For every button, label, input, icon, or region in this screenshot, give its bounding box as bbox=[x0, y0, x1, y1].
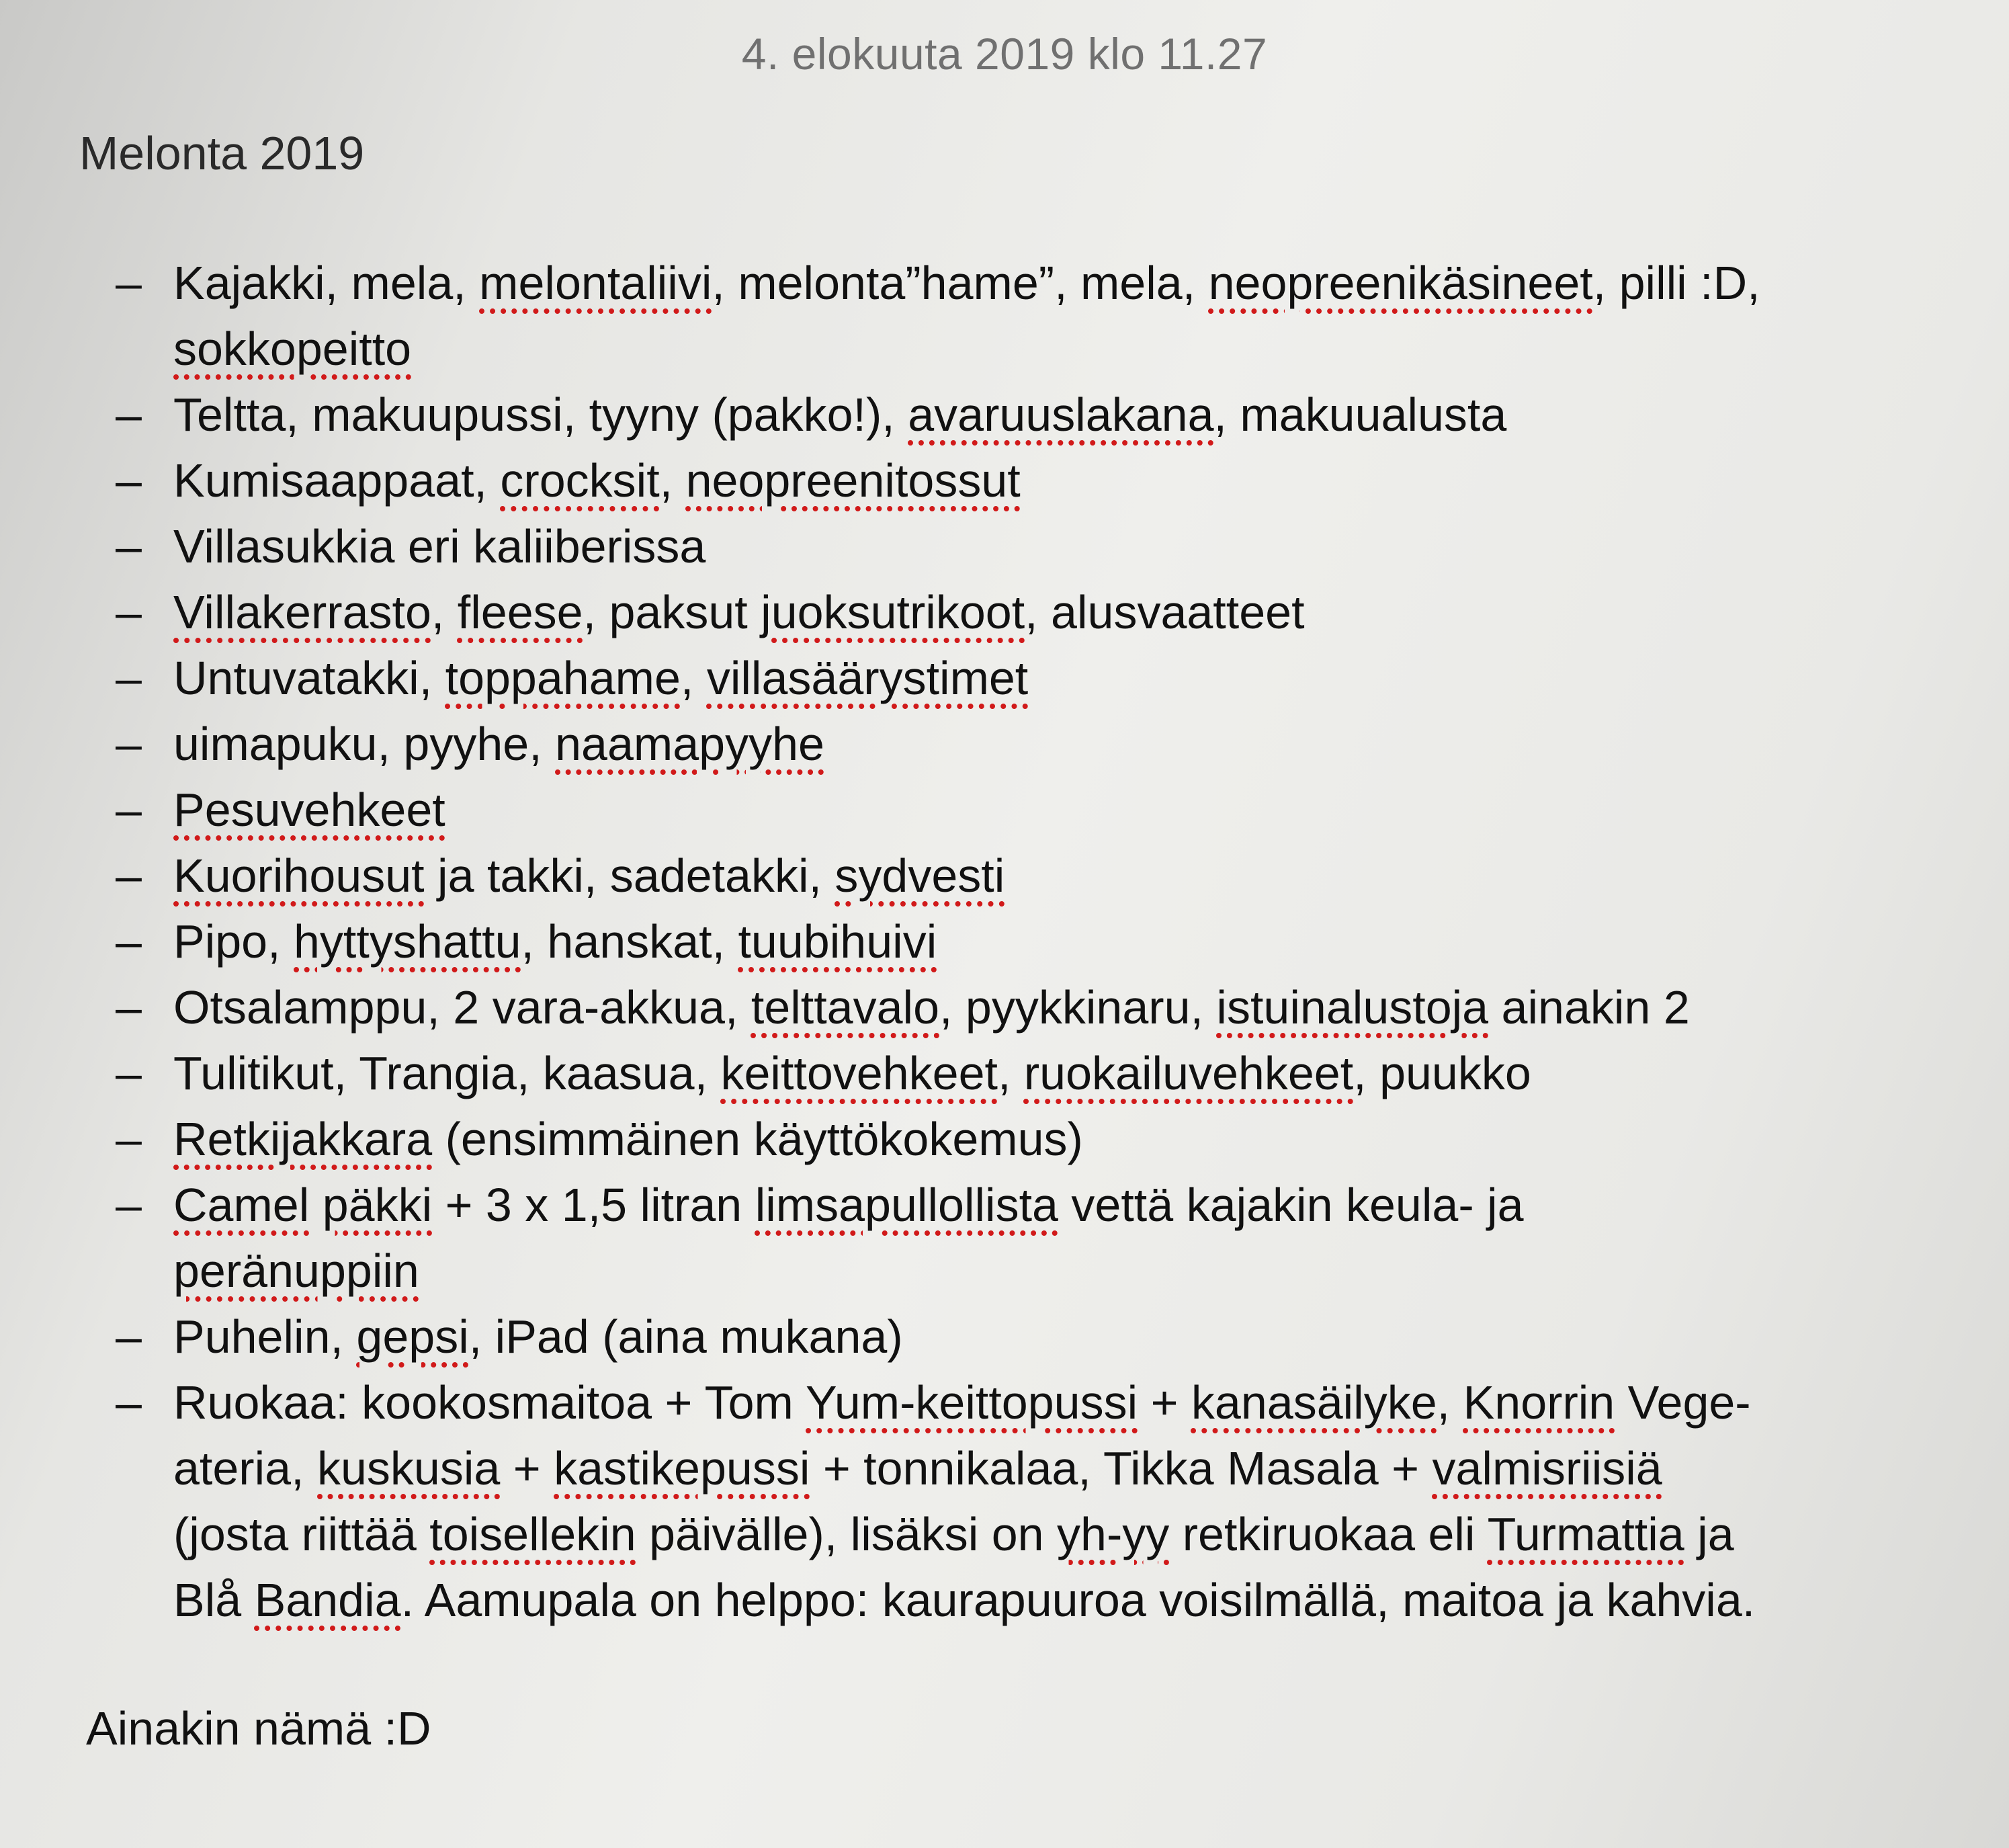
bullet-dash: – bbox=[116, 1310, 142, 1363]
bullet-dash: – bbox=[116, 454, 142, 507]
bullet-dash: – bbox=[116, 586, 142, 638]
text-segment: (ensimmäinen käyttökokemus) bbox=[432, 1113, 1083, 1165]
misspelled-word: gepsi bbox=[356, 1310, 469, 1363]
misspelled-word: neopreenitossut bbox=[685, 454, 1021, 507]
text-segment: Ruokaa: kookosmaitoa + Tom bbox=[173, 1376, 806, 1429]
list-item[interactable] bbox=[0, 909, 2009, 974]
list-item-line bbox=[173, 1370, 1962, 1435]
list-item-line bbox=[173, 1304, 1962, 1370]
misspelled-word: sydvesti bbox=[835, 849, 1005, 902]
text-segment: , bbox=[431, 586, 458, 638]
text-segment: Villasukkia eri kaliiberissa bbox=[173, 520, 706, 573]
misspelled-word: Kuorihousut bbox=[173, 849, 425, 902]
misspelled-word: telttavalo bbox=[751, 981, 940, 1034]
misspelled-word: limsapullollista bbox=[755, 1179, 1058, 1231]
bullet-dash: – bbox=[116, 1179, 142, 1231]
text-segment: , puukko bbox=[1353, 1047, 1531, 1099]
misspelled-word: keittovehkeet bbox=[720, 1047, 998, 1099]
text-segment: uimapuku, pyyhe, bbox=[173, 718, 556, 770]
text-segment: ateria, bbox=[173, 1442, 317, 1495]
text-segment: , pilli :D, bbox=[1592, 257, 1760, 309]
note-timestamp: 4. elokuuta 2019 klo 11.27 bbox=[741, 29, 1268, 79]
list-item-line bbox=[173, 1238, 1962, 1304]
text-segment: , makuualusta bbox=[1213, 388, 1507, 441]
list-item[interactable] bbox=[0, 1040, 2009, 1106]
list-item[interactable] bbox=[0, 1106, 2009, 1172]
note-title[interactable]: Melonta 2019 bbox=[79, 127, 365, 179]
text-segment: + bbox=[1138, 1376, 1191, 1429]
misspelled-word: sokkopeitto bbox=[173, 323, 412, 375]
misspelled-word: valmisriisiä bbox=[1432, 1442, 1662, 1495]
text-segment: Kajakki, mela, bbox=[173, 257, 480, 309]
text-segment: Tulitikut, Trangia, kaasua, bbox=[173, 1047, 721, 1099]
misspelled-word: avaruuslakana bbox=[908, 388, 1214, 441]
list-item[interactable] bbox=[0, 1370, 2009, 1633]
note-footer-text[interactable]: Ainakin nämä :D bbox=[86, 1702, 431, 1755]
bullet-dash: – bbox=[116, 915, 142, 968]
misspelled-word: Camel bbox=[173, 1179, 310, 1231]
list-item-line bbox=[173, 711, 1962, 777]
text-segment: Otsalamppu, 2 vara-akkua, bbox=[173, 981, 751, 1034]
text-segment: , paksut bbox=[583, 586, 761, 638]
list-item[interactable] bbox=[0, 250, 2009, 382]
list-item-line bbox=[173, 513, 1962, 579]
text-segment: Teltta, makuupussi, tyyny (pakko!), bbox=[173, 388, 908, 441]
misspelled-word: fleese bbox=[457, 586, 583, 638]
list-item[interactable] bbox=[0, 777, 2009, 843]
list-item-line bbox=[173, 316, 1962, 382]
misspelled-word: peränuppiin bbox=[173, 1245, 419, 1297]
misspelled-word: Villakerrasto bbox=[173, 586, 431, 638]
bullet-dash: – bbox=[116, 849, 142, 902]
text-segment: , alusvaatteet bbox=[1025, 586, 1305, 638]
misspelled-word: Turmattia bbox=[1487, 1508, 1684, 1560]
misspelled-word: päkki bbox=[322, 1179, 433, 1231]
bullet-dash: – bbox=[116, 784, 142, 836]
misspelled-word: juoksutrikoot bbox=[761, 586, 1025, 638]
list-item[interactable] bbox=[0, 1304, 2009, 1370]
text-segment: , pyykkinaru, bbox=[939, 981, 1217, 1034]
packing-list[interactable] bbox=[0, 250, 2009, 1633]
text-segment: vettä kajakin keula- ja bbox=[1058, 1179, 1524, 1231]
list-item-line bbox=[173, 645, 1962, 711]
bullet-dash: – bbox=[116, 652, 142, 704]
text-segment bbox=[309, 1179, 322, 1231]
text-segment: ja bbox=[1684, 1508, 1734, 1560]
misspelled-word: melontaliivi bbox=[479, 257, 712, 309]
list-item-line bbox=[173, 448, 1962, 513]
misspelled-word: naamapyyhe bbox=[555, 718, 824, 770]
bullet-dash: – bbox=[116, 1113, 142, 1165]
text-segment: + tonnikalaa, Tikka Masala + bbox=[810, 1442, 1433, 1495]
misspelled-word: Retkijakkara bbox=[173, 1113, 433, 1165]
misspelled-word: ruokailuvehkeet bbox=[1023, 1047, 1354, 1099]
list-item-line bbox=[173, 1435, 1962, 1501]
list-item[interactable] bbox=[0, 974, 2009, 1040]
text-segment: , bbox=[1437, 1376, 1463, 1429]
text-segment: (josta riittää bbox=[173, 1508, 430, 1560]
list-item-line bbox=[173, 777, 1962, 843]
misspelled-word: yh-yy bbox=[1057, 1508, 1170, 1560]
list-item-line bbox=[173, 974, 1962, 1040]
misspelled-word: kanasäilyke bbox=[1191, 1376, 1437, 1429]
text-segment: , hanskat, bbox=[521, 915, 738, 968]
text-segment: + bbox=[500, 1442, 554, 1495]
list-item-line bbox=[173, 250, 1962, 316]
list-item-line bbox=[173, 382, 1962, 448]
text-segment: ja takki, sadetakki, bbox=[424, 849, 835, 902]
text-segment: Pipo, bbox=[173, 915, 294, 968]
misspelled-word: toppahame bbox=[445, 652, 681, 704]
list-item[interactable] bbox=[0, 382, 2009, 448]
bullet-dash: – bbox=[116, 718, 142, 770]
list-item[interactable] bbox=[0, 843, 2009, 909]
text-segment: päivälle), lisäksi on bbox=[636, 1508, 1058, 1560]
bullet-dash: – bbox=[116, 1376, 142, 1429]
list-item-line bbox=[173, 1106, 1962, 1172]
text-segment: , bbox=[680, 652, 707, 704]
misspelled-word: crocksit bbox=[500, 454, 660, 507]
misspelled-word: Knorrin bbox=[1463, 1376, 1615, 1429]
list-item[interactable] bbox=[0, 448, 2009, 513]
bullet-dash: – bbox=[116, 520, 142, 573]
bullet-dash: – bbox=[116, 981, 142, 1034]
text-segment: , melonta”hame”, mela, bbox=[712, 257, 1209, 309]
misspelled-word: villasäärystimet bbox=[706, 652, 1029, 704]
text-segment: . Aamupala on helppo: kaurapuuroa voisilmällä, maitoa ja kahvia. bbox=[400, 1574, 1756, 1626]
text-segment: Blå bbox=[173, 1574, 255, 1626]
misspelled-word: neopreenikäsineet bbox=[1208, 257, 1593, 309]
list-item-line bbox=[173, 1040, 1962, 1106]
misspelled-word: toisellekin bbox=[429, 1508, 636, 1560]
list-item-line bbox=[173, 1501, 1962, 1567]
list-item-line bbox=[173, 579, 1962, 645]
bullet-dash: – bbox=[116, 257, 142, 309]
text-segment: Puhelin, bbox=[173, 1310, 357, 1363]
misspelled-word: Pesuvehkeet bbox=[173, 784, 445, 836]
list-item-line bbox=[173, 843, 1962, 909]
misspelled-word: Yum-keittopussi bbox=[806, 1376, 1138, 1429]
misspelled-word: kuskusia bbox=[317, 1442, 501, 1495]
list-item-line bbox=[173, 909, 1962, 974]
text-segment: Untuvatakki, bbox=[173, 652, 445, 704]
list-item-line bbox=[173, 1567, 1962, 1633]
list-item[interactable] bbox=[0, 579, 2009, 645]
text-segment: , bbox=[997, 1047, 1024, 1099]
text-segment: , bbox=[659, 454, 686, 507]
misspelled-word: istuinalustoja bbox=[1216, 981, 1489, 1034]
misspelled-word: kastikepussi bbox=[554, 1442, 810, 1495]
text-segment: ainakin 2 bbox=[1488, 981, 1690, 1034]
list-item[interactable] bbox=[0, 1172, 2009, 1304]
text-segment: , iPad (aina mukana) bbox=[468, 1310, 903, 1363]
list-item-line bbox=[173, 1172, 1962, 1238]
bullet-dash: – bbox=[116, 1047, 142, 1099]
misspelled-word: tuubihuivi bbox=[738, 915, 937, 968]
list-item[interactable] bbox=[0, 645, 2009, 711]
list-item[interactable] bbox=[0, 711, 2009, 777]
text-segment: Vege- bbox=[1615, 1376, 1751, 1429]
list-item[interactable] bbox=[0, 513, 2009, 579]
text-segment: + 3 x 1,5 litran bbox=[432, 1179, 755, 1231]
misspelled-word: Bandia bbox=[254, 1574, 401, 1626]
text-segment: retkiruokaa eli bbox=[1169, 1508, 1488, 1560]
misspelled-word: hyttyshattu bbox=[294, 915, 521, 968]
text-segment: Kumisaappaat, bbox=[173, 454, 501, 507]
bullet-dash: – bbox=[116, 388, 142, 441]
